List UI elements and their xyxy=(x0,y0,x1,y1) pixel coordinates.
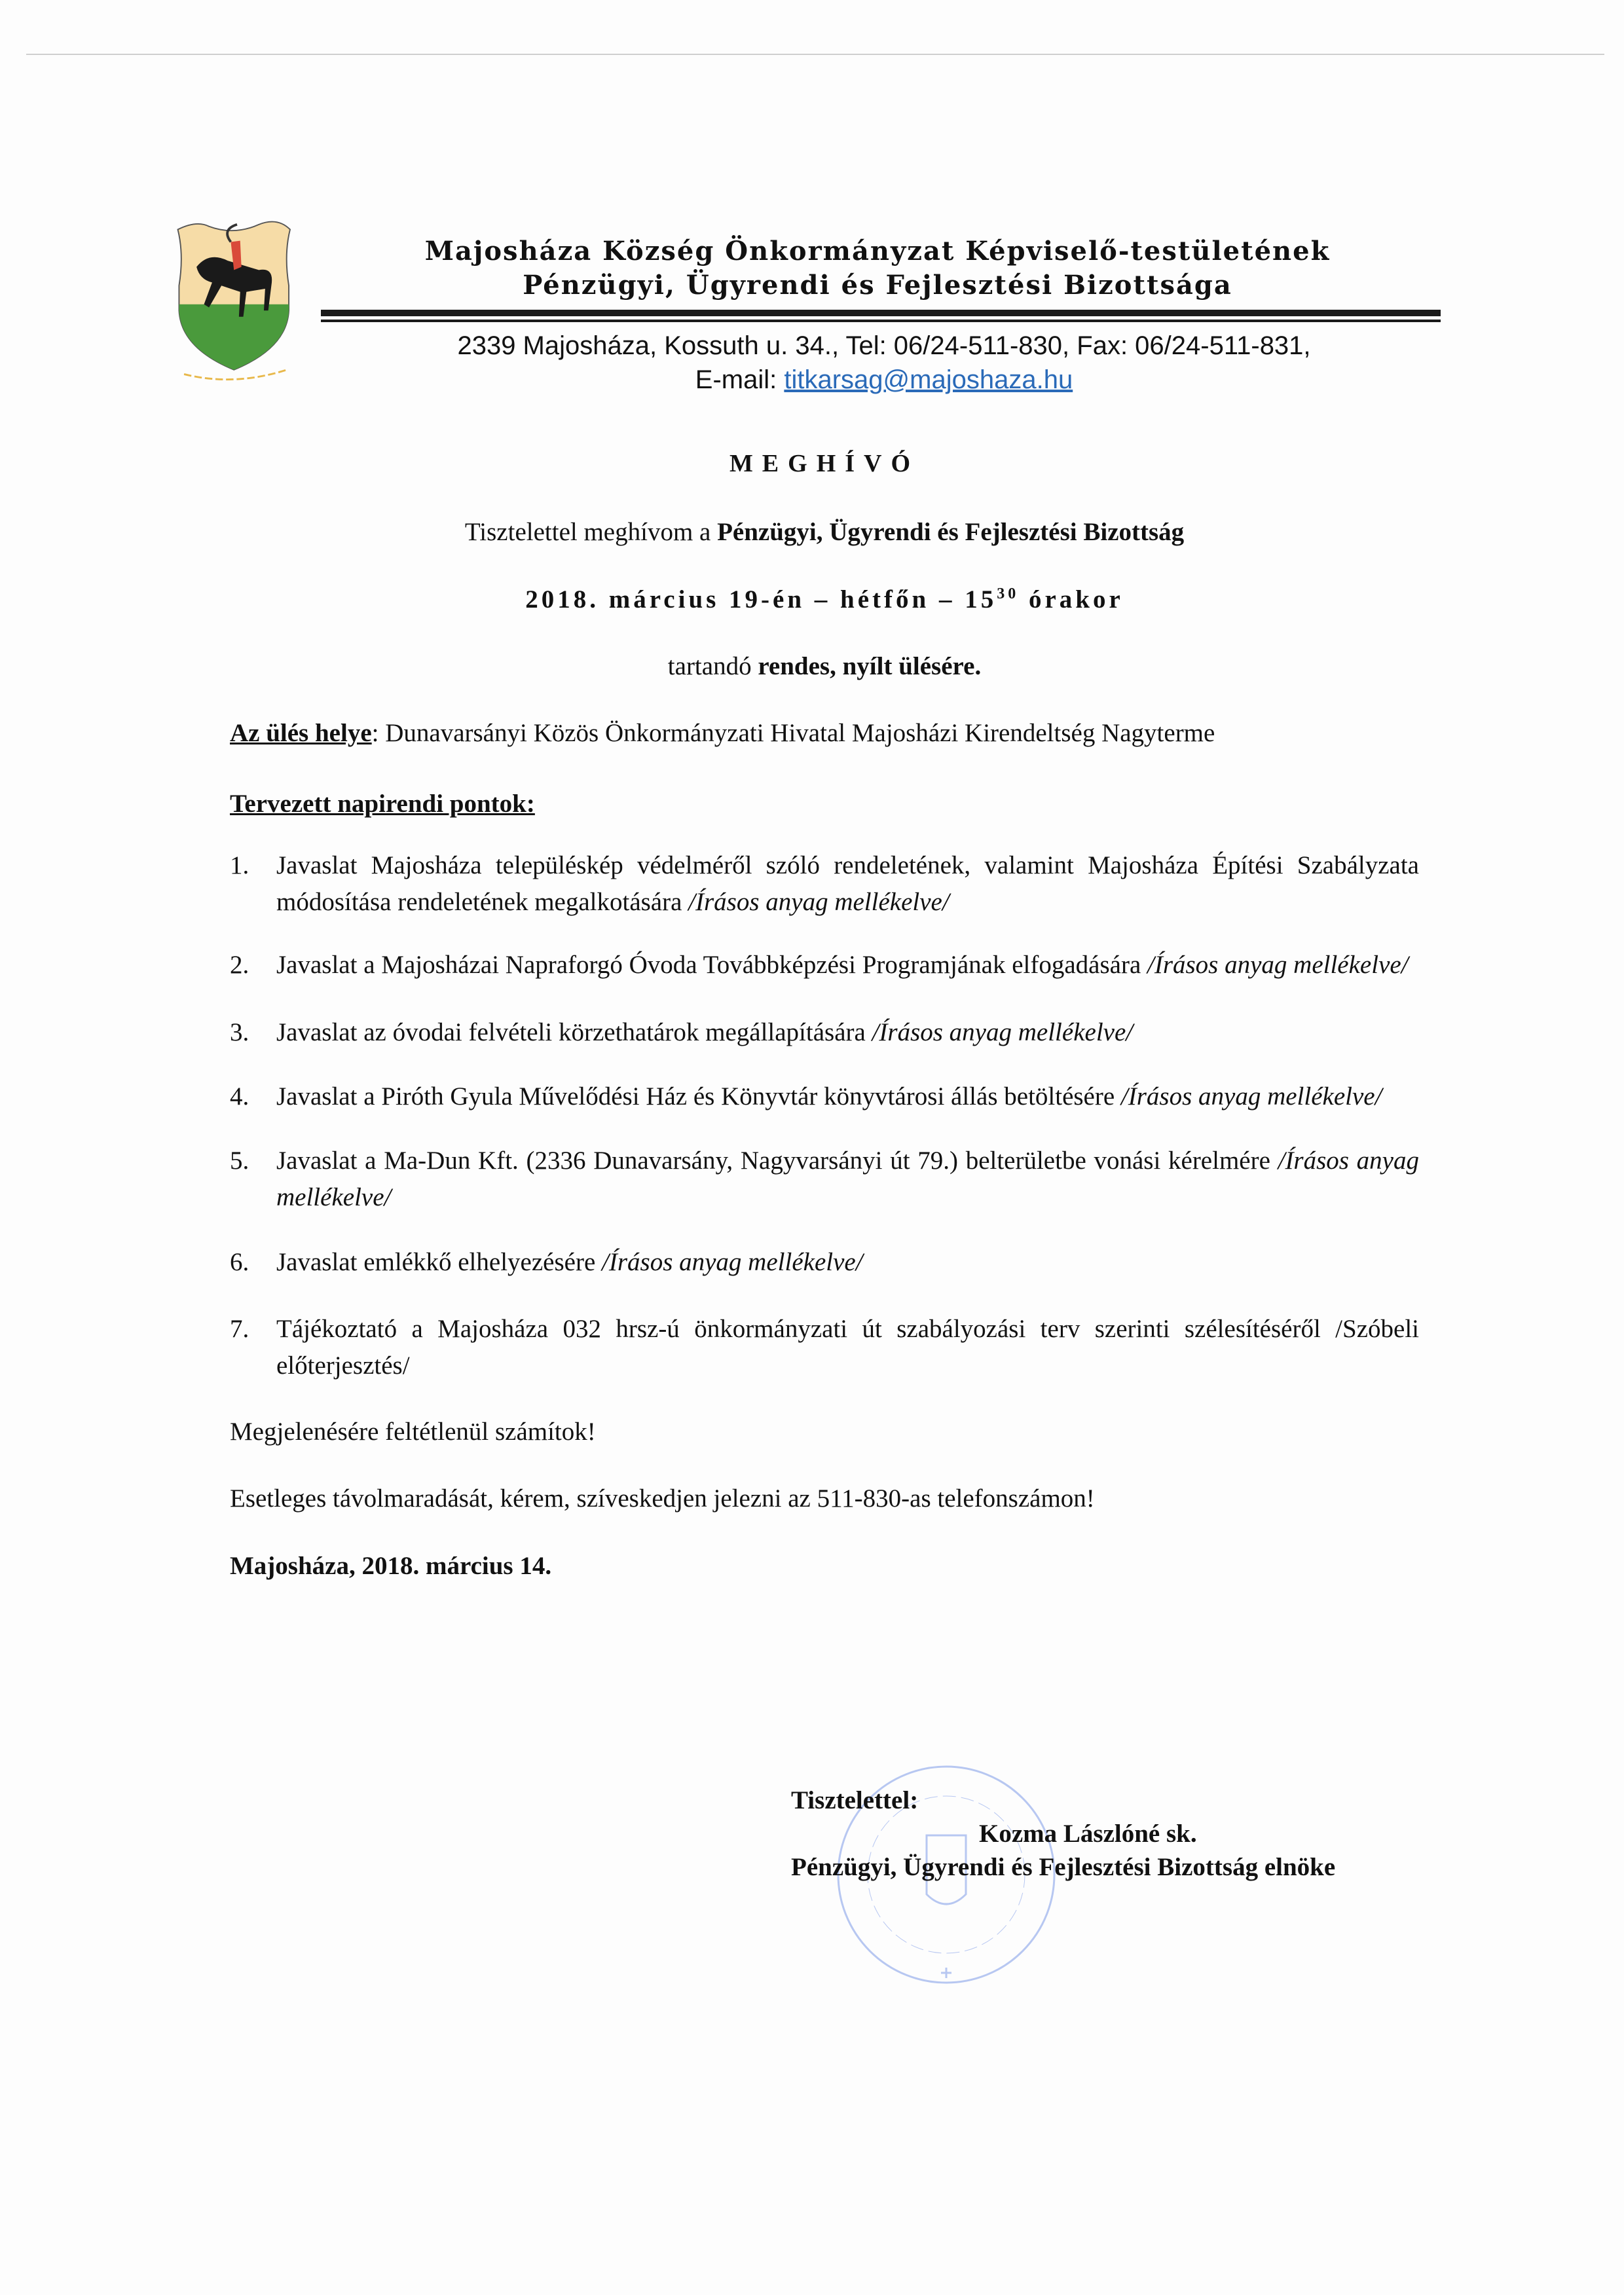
item-number: 5. xyxy=(230,1147,249,1175)
item-text: Javaslat az óvodai felvételi körzethatárok megállapítására xyxy=(276,1018,872,1046)
item-text: Javaslat a Majosházai Napraforgó Óvoda Továbbképzési Programjának elfogadására xyxy=(276,951,1147,979)
intro-text: Tisztelettel meghívom a xyxy=(464,518,718,546)
agenda-item xyxy=(230,1014,1419,1051)
meeting-type xyxy=(230,648,1419,685)
item-note: /Írásos anyag mellékelve/ xyxy=(276,1147,1419,1211)
document-title: MEGHÍVÓ xyxy=(729,450,920,477)
meeting-date xyxy=(230,581,1419,618)
email-label: E-mail: xyxy=(695,365,777,394)
item-note: /Írásos anyag mellékelve/ xyxy=(872,1018,1134,1046)
agenda-item xyxy=(230,947,1419,983)
signature-greeting: Tisztelettel: xyxy=(791,1786,919,1814)
item-number: 6. xyxy=(230,1248,249,1276)
item-text: Tájékoztató a Majosháza 032 hrsz-ú önkormányzati út szabályozási terv szerinti szélesítéséről /Szóbeli előterjesztés/ xyxy=(276,1315,1419,1380)
item-note: /Írásos anyag mellékelve/ xyxy=(602,1248,863,1276)
item-number: 4. xyxy=(230,1082,249,1111)
item-text: Javaslat emlékkő elhelyezésére xyxy=(276,1248,602,1276)
closing-line2: Esetleges távolmaradását, kérem, szíveskedjen jelezni az 511-830-as telefonszámon! xyxy=(230,1484,1095,1513)
closing-line1: Megjelenésére feltétlenül számítok! xyxy=(230,1418,596,1446)
signature-block xyxy=(791,1784,1419,1884)
item-text: Javaslat Majosháza településkép védelméről szóló rendeletének, valamint Majosháza Építési Szabályzata módosítása rendeletének megalkotására xyxy=(276,851,1419,916)
meeting-bold: rendes, nyílt ülésére. xyxy=(758,652,982,680)
item-number: 2. xyxy=(230,951,249,979)
item-text: Javaslat a Ma-Dun Kft. (2336 Dunavarsány, Nagyvarsányi út 79.) belterületbe vonási kérelmére xyxy=(276,1147,1278,1175)
item-text: Javaslat a Piróth Gyula Művelődési Ház és Könyvtár könyvtárosi állás betöltésére xyxy=(276,1082,1121,1111)
item-note: /Írásos anyag mellékelve/ xyxy=(688,888,950,916)
place-date: Majosháza, 2018. március 14. xyxy=(230,1552,552,1580)
header-title-line1: Majosháza Község Önkormányzat Képviselő-testületének xyxy=(424,236,1331,266)
header-rule-thick xyxy=(321,310,1441,316)
agenda-item xyxy=(230,1143,1419,1216)
signature-role: Pénzügyi, Ügyrendi és Fejlesztési Bizottság elnöke xyxy=(791,1853,1336,1881)
agenda-item xyxy=(230,1244,1419,1281)
invitation-intro xyxy=(230,514,1419,551)
email-link[interactable]: titkarsag@majoshaza.hu xyxy=(784,365,1073,394)
agenda-item xyxy=(230,847,1419,921)
header-address: 2339 Majosháza, Kossuth u. 34., Tel: 06/24-511-830, Fax: 06/24-511-831, xyxy=(457,331,1311,360)
header-rule-thin xyxy=(321,320,1441,322)
venue-label: Az ülés helye xyxy=(230,719,372,747)
item-note: /Írásos anyag mellékelve/ xyxy=(1120,1082,1382,1111)
committee-name: Pénzügyi, Ügyrendi és Fejlesztési Bizottság xyxy=(717,518,1185,546)
agenda-item xyxy=(230,1311,1419,1384)
agenda-item xyxy=(230,1078,1419,1115)
date-text: 2018. március 19-én – hétfőn – 15 xyxy=(525,585,997,614)
item-note: /Írásos anyag mellékelve/ xyxy=(1147,951,1409,979)
page-top-border xyxy=(26,54,1604,55)
header-title-line2: Pénzügyi, Ügyrendi és Fejlesztési Bizottsága xyxy=(523,270,1232,301)
header-email-line xyxy=(321,363,1447,396)
time-minutes: 30 xyxy=(997,585,1020,602)
venue-text: : Dunavarsányi Közös Önkormányzati Hivatal Majosházi Kirendeltség Nagyterme xyxy=(371,719,1215,747)
document-body xyxy=(230,445,1419,1884)
signature-name: Kozma Lászlóné sk. xyxy=(979,1820,1197,1848)
item-number: 7. xyxy=(230,1315,249,1343)
item-number: 1. xyxy=(230,851,249,879)
coat-of-arms-logo xyxy=(172,213,303,390)
agenda-heading: Tervezett napirendi pontok: xyxy=(230,790,535,818)
date-end: órakor xyxy=(1019,585,1124,614)
venue xyxy=(230,715,1419,752)
item-number: 3. xyxy=(230,1018,249,1046)
meeting-plain: tartandó xyxy=(667,652,758,680)
